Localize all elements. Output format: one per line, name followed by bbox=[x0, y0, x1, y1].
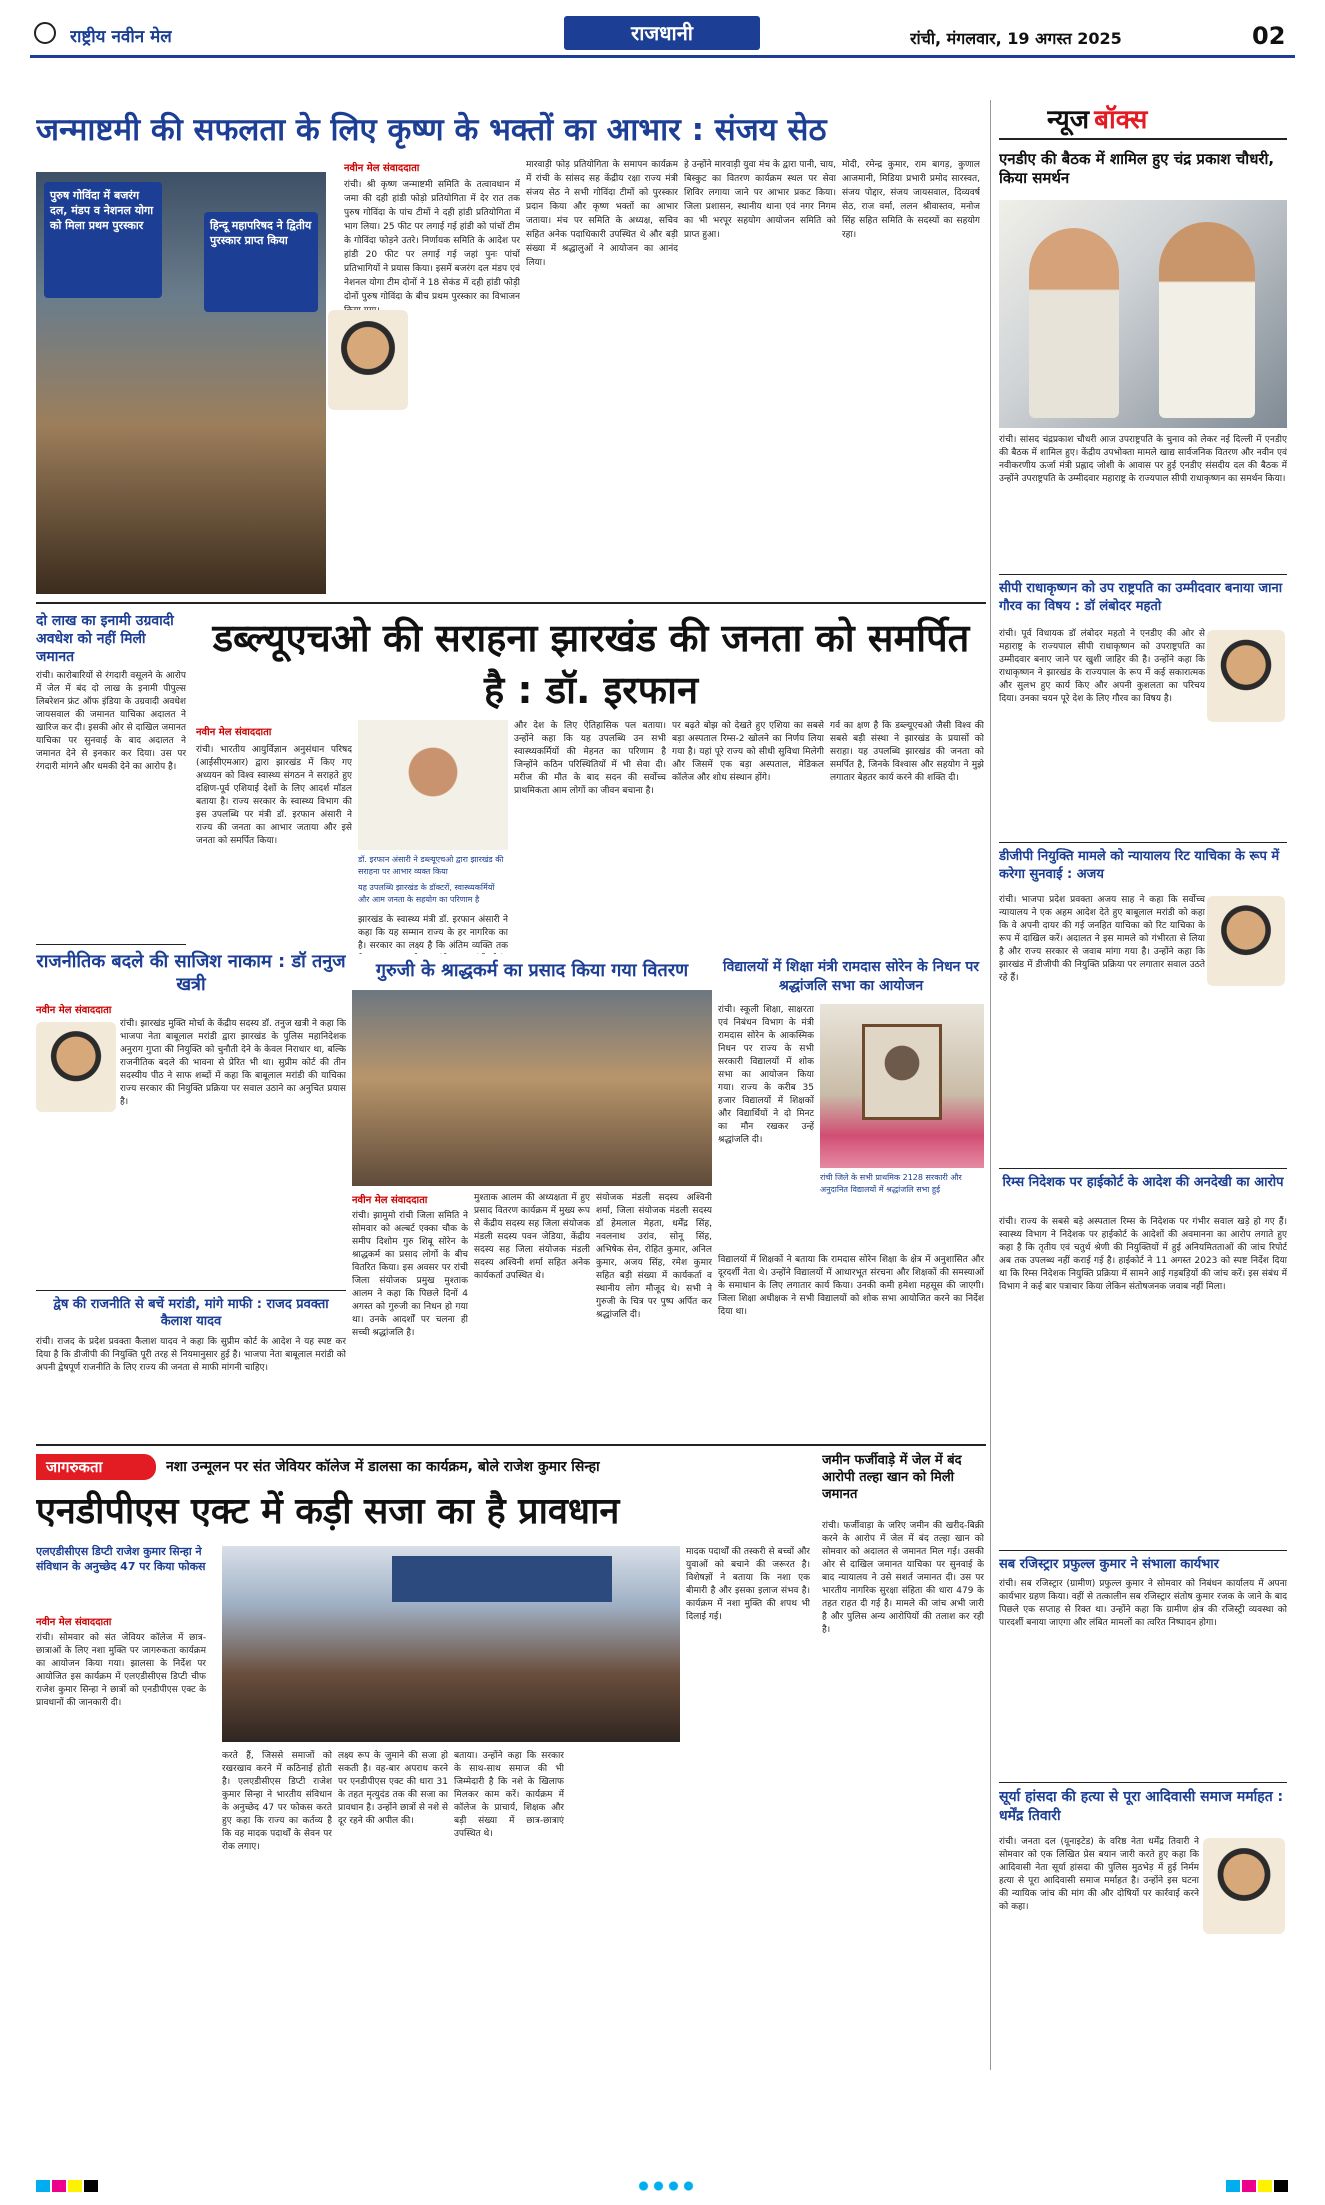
masthead-rule bbox=[30, 55, 1295, 58]
story5-headline: एनडीपीएस एक्ट में कड़ी सजा का है प्रावधान bbox=[36, 1491, 620, 1532]
story1-body-3: हे उन्होंने मारवाड़ी युवा मंच के द्वारा पानी, चाय, बिस्कुट का वितरण कार्यक्रम स्थल पर सेवा शिविर लगाया जाने पर आभार प्रकट किया। जिला प्रशासन, स्थानीय थाना एवं नगर निगम का भी भरपूर सहयोग आयोजन समिति को प्राप्त हुआ। bbox=[684, 160, 836, 240]
newsbox-item3-head: डीजीपी नियुक्ति मामले को न्यायालय रिट याचिका के रूप में करेगा सुनवाई : अजय bbox=[999, 849, 1280, 882]
story5-body-5: मादक पदार्थों की तस्करी से बच्चों और युवाओं को बचाने की जरूरत है। विशेषज्ञों ने बताया कि नशा एक बीमारी है और इसका इलाज संभव है। कार्यक्रम में नशा मुक्ति की शपथ भी दिलाई गई। bbox=[686, 1547, 810, 1622]
masthead bbox=[0, 0, 1325, 60]
story2-body-1: रांची। भारतीय आयुर्विज्ञान अनुसंधान परिषद (आईसीएमआर) द्वारा झारखंड में किए गए अध्ययन को विश्व स्वास्थ्य संगठन ने सराहते हुए दक्षिण-पूर्व एशियाई देशों के लिए आदर्श मॉडल बताया है। राज्य सरकार के स्वास्थ्य विभाग की इस उपलब्धि पर मंत्री डॉ. इरफान अंसारी ने राज्य की जनता का आभार जताया और इसे जनता को समर्पित किया। bbox=[196, 745, 352, 846]
story3-byline: नवीन मेल संवाददाता bbox=[352, 1195, 428, 1206]
tanuj-khatri-photo bbox=[36, 1022, 116, 1112]
leftcol-story3-body: रांची। राजद के प्रदेश प्रवक्ता कैलाश यादव ने कहा कि सुप्रीम कोर्ट के आदेश ने यह स्पष्ट कर दिया है कि डीजीपी की नियुक्ति पूरी तरह से नियमानुसार हुई है। भाजपा नेता बाबूलाल मरांडी को अपनी द्वेषपूर्ण राजनीति के लिए राज्य की जनता से माफी मांगनी चाहिए। bbox=[36, 1337, 346, 1373]
story2-caption-2: यह उपलब्धि झारखंड के डॉक्टरों, स्वास्थ्यकर्मियों और आम जनता के सहयोग का परिणाम है bbox=[358, 883, 495, 904]
newsbox-divider-3 bbox=[999, 1168, 1287, 1169]
leftcol-story2-byline: नवीन मेल संवाददाता bbox=[36, 1005, 112, 1016]
story1-byline: नवीन मेल संवाददाता bbox=[344, 163, 420, 174]
dharmendra-tiwari-photo bbox=[1203, 1838, 1285, 1934]
story1-photo bbox=[36, 172, 326, 594]
irfan-ansari-photo bbox=[358, 720, 508, 850]
issue-date: रांची, मंगलवार, 19 अगस्त 2025 bbox=[910, 29, 1122, 48]
page-number: 02 bbox=[1252, 22, 1286, 50]
newsbox-item3-body: रांची। भाजपा प्रदेश प्रवक्ता अजय साह ने कहा कि सर्वोच्च न्यायालय ने एक अहम आदेश देते हुए बाबूलाल मरांडी को कहा कि वे अपनी दायर की गई जनहित याचिका को रिट याचिका के रूप में दाखिल करें। अदालत ने इस मामले को गंभीरता से लिया है और राज्य सरकार से जवाब मांगा गया है। उन्होंने कहा कि झारखंड में डीजीपी की नियुक्ति प्रक्रिया पर लगातार सवाल उठते रहे हैं। bbox=[999, 895, 1205, 983]
color-registration-bar bbox=[36, 2180, 1290, 2192]
story3-body-2: मुश्ताक आलम की अध्यक्षता में हुए प्रसाद वितरण कार्यक्रम में मुख्य रूप से केंद्रीय सदस्य सह जिला संयोजक मंडली सदस्य पवन जेडिया, केंद्रीय सदस्य सह जिला संयोजक मंडली सदस्य अश्विनी शर्मा सहित अनेक कार्यकर्ता उपस्थित थे। bbox=[474, 1193, 590, 1281]
newsbox-item6-head: सूर्या हांसदा की हत्या से पूरा आदिवासी समाज मर्माहत : धर्मेंद्र तिवारी bbox=[999, 1789, 1284, 1824]
newsbox-item5-head: सब रजिस्ट्रार प्रफुल्ल कुमार ने संभाला कार्यभार bbox=[999, 1557, 1219, 1572]
ramdas-soren-tribute-photo bbox=[820, 1004, 984, 1168]
story4-body-2: विद्यालयों में शिक्षकों ने बताया कि रामदास सोरेन शिक्षा के क्षेत्र में अनुशासित और दूरदर्शी नेता थे। उन्होंने विद्यालयों में आधारभूत संरचना और शिक्षकों की समस्याओं के समाधान के लिए लगातार कार्य किया। उनकी कमी हमेशा महसूस की जाएगी। जिला शिक्षा अधीक्षक ने सभी विद्यालयों को शोक सभा आयोजित करने का निर्देश दिया था। bbox=[718, 1255, 984, 1317]
story5-body-4: बताया। उन्होंने कहा कि सरकार के साथ-साथ समाज की भी जिम्मेदारी है कि नशे के खिलाफ मिलकर काम करें। कार्यक्रम में कॉलेज के प्राचार्य, शिक्षक और बड़ी संख्या में छात्र-छात्राएं उपस्थित थे। bbox=[454, 1751, 564, 1839]
section-banner bbox=[564, 16, 760, 50]
story5-body-2: करते हैं, जिससे समाजों को रखरखाव करने में कठिनाई होती है। एलएडीसीएस डिप्टी राजेश कुमार सिन्हा ने भारतीय संविधान के अनुच्छेद 47 पर फोकस करते हुए कहा कि राज्य का कर्तव्य है कि वह मादक पदार्थों के सेवन पर रोक लगाए। bbox=[222, 1751, 332, 1852]
story1-callout-1: पुरुष गोविंदा में बजरंग दल, मंडप व नेशनल योगा को मिला प्रथम पुरस्कार bbox=[44, 182, 162, 298]
lambodar-mahto-photo bbox=[1207, 630, 1285, 722]
story2-body-4: पर बढ़ते बोझ को देखते हुए एशिया का सबसे बड़ा अस्पताल रिम्स-2 खोलने का निर्णय लिया गया है। यहां पूरे राज्य को सीधी सुविधा मिलेगी और जिसमें एक बड़ा अस्पताल, मेडिकल कॉलेज और शोध संस्थान होंगे। bbox=[672, 721, 824, 783]
section-title: राजधानी bbox=[631, 21, 693, 45]
story5-byline: नवीन मेल संवाददाता bbox=[36, 1617, 112, 1628]
story4-headline: विद्यालयों में शिक्षा मंत्री रामदास सोरेन के निधन पर श्रद्धांजलि सभा का आयोजन bbox=[722, 959, 980, 994]
story5-body-1: रांची। सोमवार को संत जेवियर कॉलेज में छात्र-छात्राओं के लिए नशा मुक्ति पर जागरुकता कार्यक्रम का आयोजन किया गया। झालसा के निर्देश पर आयोजित इस कार्यक्रम में एलएडीसीएस डिप्टी चीफ राजेश कुमार सिन्हा ने छात्रों को एनडीपीएस एक्ट के प्रावधानों की जानकारी दी। bbox=[36, 1633, 206, 1708]
story1-headline: जन्माष्टमी की सफलता के लिए कृष्ण के भक्तों का आभार : संजय सेठ bbox=[36, 112, 827, 148]
story4-caption: रांची जिले के सभी प्राथमिक 2128 सरकारी और अनुदानित विद्यालयों में श्रद्धांजलि सभा हुई bbox=[820, 1173, 962, 1194]
story5-kicker: नशा उन्मूलन पर संत जेवियर कॉलेज में डालसा का कार्यक्रम, बोले राजेश कुमार सिन्हा bbox=[166, 1459, 600, 1475]
leftcol-divider-2 bbox=[36, 1290, 346, 1291]
leftcol-divider-1 bbox=[36, 944, 186, 945]
color-chip-black bbox=[84, 2180, 98, 2192]
leftcol-story2-head: राजनीतिक बदले की साजिश नाकाम : डॉ तनुज खत्री bbox=[36, 951, 346, 995]
newsbox-item4-body: रांची। राज्य के सबसे बड़े अस्पताल रिम्स के निदेशक पर गंभीर सवाल खड़े हो गए हैं। स्वास्थ्य विभाग ने निदेशक पर हाईकोर्ट के आदेशों की अवमानना का आरोप लगाते हुए कहा है कि तृतीय एवं चतुर्थ श्रेणी की नियुक्तियों में हुई अनियमितताओं की जांच रिपोर्ट अब तक उपलब्ध नहीं कराई गई है। हाईकोर्ट ने 11 अगस्त 2023 को स्पष्ट निर्देश दिया था कि रिम्स निदेशक नियुक्ति प्रक्रिया में सामने आई गड़बड़ियों की जांच करें। इस संबंध में विभाग ने कई बार पत्राचार किया लेकिन संतोषजनक जवाब नहीं मिला। bbox=[999, 1217, 1287, 1292]
newsbox-divider-1 bbox=[999, 574, 1287, 575]
story4-body-1: रांची। स्कूली शिक्षा, साक्षरता एवं निबंधन विभाग के मंत्री रामदास सोरेन के आकस्मिक निधन पर राज्य के सभी सरकारी विद्यालयों में शोक सभा का आयोजन किया गया। राज्य के करीब 35 हजार विद्यालयों में शिक्षकों और विद्यार्थियों ने दो मिनट का मौन रखकर उन्हें श्रद्धांजलि दी। bbox=[718, 1005, 814, 1145]
color-chip-cyan-right bbox=[1226, 2180, 1240, 2192]
story2-body-5: गर्व का क्षण है कि डब्ल्यूएचओ जैसी विश्व की सबसे बड़ी संस्था ने झारखंड के प्रयासों को सराहा। यह उपलब्धि झारखंड की जनता को समर्पित है, जिनके विश्वास और सहयोग ने मुझे लगातार बेहतर कार्य करने की शक्ति दी। bbox=[830, 721, 984, 783]
mid-rule bbox=[36, 1444, 986, 1446]
leftcol-story2-body: रांची। झारखंड मुक्ति मोर्चा के केंद्रीय सदस्य डॉ. तनुज खत्री ने कहा कि भाजपा नेता बाबूलाल मरांडी द्वारा झारखंड के पुलिस महानिदेशक अनुराग गुप्ता की नियुक्ति को चुनौती देने के केवल निराधार था, बल्कि राजनीतिक बदले की भावना से प्रेरित भी था। सुप्रीम कोर्ट की तीन सदस्यीय पीठ ने साफ शब्दों में कहा कि बाबूलाल मरांडी की याचिका राज्य सरकार की नियुक्ति प्रक्रिया पर सवाल उठाने का अनुचित प्रयास है। bbox=[120, 1019, 346, 1107]
story2-body-2: झारखंड के स्वास्थ्य मंत्री डॉ. इरफान अंसारी ने कहा कि यह सम्मान राज्य के हर नागरिक का है। सरकार का लक्ष्य है कि अंतिम व्यक्ति तक bbox=[358, 915, 508, 951]
ndps-event-photo bbox=[222, 1546, 680, 1742]
newsbox bbox=[990, 100, 1290, 2070]
story2-byline: नवीन मेल संवाददाता bbox=[196, 727, 272, 738]
story5-tag: जागरुकता bbox=[36, 1454, 156, 1480]
story2-headline: डब्ल्यूएचओ की सराहना झारखंड की जनता को समर्पित है : डॉ. इरफान bbox=[212, 616, 970, 712]
newsbox-item2-body: रांची। पूर्व विधायक डॉ लंबोदर महतो ने एनडीए की ओर से महाराष्ट्र के राज्यपाल सीपी राधाकृष्णन को उपराष्ट्रपति का उम्मीदवार बनाए जाने पर खुशी जाहिर की है। उन्होंने कहा कि राधाकृष्णन ने झारखंड के राज्यपाल के रूप में कई सकारात्मक और सुलभ हुए कार्य किए और अपनी कुशलता का परिचय दिया। उनका चयन पूरे देश के लिए गौरव का विषय है। bbox=[999, 629, 1205, 704]
story2-body-3: और देश के लिए ऐतिहासिक पल बताया। उन्होंने कहा कि यह उपलब्धि उन सभी स्वास्थ्यकर्मियों की मेहनत का परिणाम है जिन्होंने कठिन परिस्थितियों में भी सेवा दी। मरीज की मौत के बाद सदन की सर्वोच्च प्राथमिकता आम लोगों का जीवन बचाना है। bbox=[514, 721, 666, 796]
story1-body-4: मोदी, रमेन्द्र कुमार, राम बागड़, कुणाल आजमानी, मिडिया प्रभारी प्रमोद सारस्वत, संजय पोद्दार, संजय जायसवाल, दिव्यवर्ष सेठ, राज वर्मा, ललन श्रीवास्तव, मनोज सिंह सहित समिति के सदस्यों का सहयोग रहा। bbox=[842, 160, 980, 240]
story5-body-3: लक्ष्य रूप के जुमाने की सजा हो सकती है। वह-बार अपराध करने पर एनडीपीएस एक्ट की धारा 31 के तहत मृत्युदंड तक की सजा का प्रावधान है। उन्होंने छात्रों से नशे से दूर रहने की अपील की। bbox=[338, 1751, 448, 1826]
color-chip-yellow bbox=[68, 2180, 82, 2192]
portrait-frame bbox=[862, 1024, 942, 1120]
story1-callout-2: हिन्दू महापरिषद ने द्वितीय पुरस्कार प्राप्त किया bbox=[204, 212, 318, 312]
story1-bottom-rule bbox=[36, 602, 986, 604]
newsbox-title-black: न्यूज bbox=[1047, 105, 1090, 135]
ajay-sah-photo bbox=[1207, 896, 1285, 986]
story6-headline: जमीन फर्जीवाड़े में जेल में बंद आरोपी तल्हा खान को मिली जमानत bbox=[822, 1453, 962, 1502]
story3-body-3: संयोजक मंडली सदस्य अश्विनी शर्मा, जिला संयोजक मंडली सदस्य डॉ हेमलाल मेहता, धर्मेंद्र सिंह, नवलनाथ उरांव, सोनू सिंह, अभिषेक सेन, रोहित कुमार, अनिल कुमार, अजय सिंह, रमेश कुमार सहित बड़ी संख्या में कार्यकर्ता व स्थानीय लोग मौजूद थे। सभी ने गुरुजी के चित्र पर पुष्प अर्पित कर श्रद्धांजलि दी। bbox=[596, 1193, 712, 1320]
color-chip-black-right bbox=[1274, 2180, 1288, 2192]
newsbox-divider-2 bbox=[999, 842, 1287, 843]
story3-headline: गुरुजी के श्राद्धकर्म का प्रसाद किया गया वितरण bbox=[375, 960, 689, 981]
person-right-photo bbox=[1159, 222, 1255, 418]
leftcol-story3-head: द्वेष की राजनीति से बचें मरांडी, मांगे माफी : राजद प्रवक्ता कैलाश यादव bbox=[53, 1297, 329, 1329]
stage-banner bbox=[392, 1556, 612, 1602]
newsbox-rule bbox=[999, 138, 1287, 140]
sanjay-seth-photo bbox=[328, 310, 408, 410]
newsbox-item5-body: रांची। सब रजिस्ट्रार (ग्रामीण) प्रफुल्ल कुमार ने सोमवार को निबंधन कार्यालय में अपना कार्यभार ग्रहण किया। वहीं से तत्कालीन सब रजिस्ट्रार संतोष कुमार रजक के जाने के बाद पिछले एक सप्ताह से रिक्त था। उन्होंने कहा कि ग्रामीण क्षेत्र की रजिस्ट्री व्यवस्था को पारदर्शी बनाया जाएगा और लंबित मामलों का त्वरित निष्पादन होगा। bbox=[999, 1579, 1287, 1628]
newsbox-item4-head: रिम्स निदेशक पर हाईकोर्ट के आदेश की अनदेखी का आरोप bbox=[1002, 1175, 1284, 1190]
registration-marks bbox=[34, 22, 56, 44]
newsbox-item1-caption: रांची। सांसद चंद्रप्रकाश चौधरी आज उपराष्ट्रपति के चुनाव को लेकर नई दिल्ली में एनडीए की बैठक में शामिल हुए। केंद्रीय उपभोक्ता मामले खाद्य सार्वजनिक वितरण और नवीन एवं नवीकरणीय ऊर्जा मंत्री प्रह्लाद जोशी के आवास पर हुई एनडीए संसदीय दल की बैठक में उन्होंने उपराष्ट्रपति के उम्मीदवार महाराष्ट्र के राज्यपाल सीपी राधाकृष्णन का समर्थन किया। bbox=[999, 435, 1287, 484]
leftcol-story1-body: रांची। कारोबारियों से रंगदारी वसूलने के आरोप में जेल में बंद दो लाख के इनामी पीपुल्स लिबरेशन फ्रंट ऑफ इंडिया के उग्रवादी अवधेश जायसवाल की जमानत याचिका अदालत ने खारिज कर दी। इसकी ओर से दाखिल जमानत याचिका पर सुनवाई के बाद अदालत ने जमानत देने से इनकार कर दिया। उस पर रंगदारी मांगने और धमकी देने का आरोप है। bbox=[36, 671, 186, 772]
newsbox-item1-photo bbox=[999, 200, 1287, 428]
color-chip-magenta bbox=[52, 2180, 66, 2192]
newsbox-item6-body: रांची। जनता दल (यूनाइटेड) के वरिष्ठ नेता धर्मेंद्र तिवारी ने सोमवार को एक लिखित प्रेस बयान जारी करते हुए कहा कि आदिवासी नेता सूर्या हांसदा की पुलिस मुठभेड़ में हुई निर्मम हत्या से पूरा आदिवासी समाज मर्माहत है। उन्होंने इस घटना की न्यायिक जांच की मांग की और दोषियों पर कार्रवाई करने को कहा। bbox=[999, 1837, 1199, 1912]
story1-body-2: मारवाड़ी फोड़ प्रतियोगिता के समापन कार्यक्रम में रांची के सांसद सह केंद्रीय रक्षा राज्य मंत्री संजय सेठ ने सभी गोविंदा टीमों को पुरस्कार प्रदान किया और कृष्ण भक्तों का आभार जताया। मंच पर समिति के अध्यक्ष, सचिव सहित अनेक पदाधिकारी उपस्थित थे और बड़ी संख्या में श्रद्धालुओं ने आयोजन का आनंद लिया। bbox=[526, 160, 678, 268]
story5-bullet: एलएडीसीएस डिप्टी राजेश कुमार सिन्हा ने संविधान के अनुच्छेद 47 पर किया फोकस bbox=[36, 1545, 206, 1573]
newsbox-item2-head: सीपी राधाकृष्णन को उप राष्ट्रपति का उम्मीदवार बनाया जाना गौरव का विषय : डॉ लंबोदर महतो bbox=[999, 581, 1283, 614]
newsbox-title-red: बॉक्स bbox=[1094, 105, 1148, 135]
newsbox-divider-5 bbox=[999, 1782, 1287, 1783]
newsbox-divider-4 bbox=[999, 1550, 1287, 1551]
leftcol-story1-head: दो लाख का इनामी उग्रवादी अवधेश को नहीं मिली जमानत bbox=[36, 613, 174, 665]
color-chip-cyan bbox=[36, 2180, 50, 2192]
paper-name: राष्ट्रीय नवीन मेल bbox=[70, 27, 172, 47]
person-left-photo bbox=[1029, 228, 1119, 418]
story1-body-1: रांची। श्री कृष्ण जन्माष्टमी समिति के तत्वावधान में जमा की दही हांडी फोड़ो प्रतियोगिता में देर रात तक पुरुष गोविंदा के पांच टीमों ने दही हांडी प्रतियोगिता में भाग लिया। 25 फीट पर लगाई गई हांडी को पांचों टीम के गोविंदा फोड़ने उतरे। निर्णायक समिति के आदेश पर हांडी 20 फीट पर लगाई गई जहां पुनः पांचों प्रतिभागियों ने प्रयास किया। इसमें बजरंग दल मंडप एवं नेशनल योगा टीम दोनों ने 18 सेकंड में दही हांडी फोड़ी दोनों पुरुष गोविंदा के बीच प्रथम पुरस्कार का विभाजन bbox=[344, 180, 520, 302]
newsbox-title bbox=[1047, 100, 1247, 140]
color-chip-yellow-right bbox=[1258, 2180, 1272, 2192]
color-chip-magenta-right bbox=[1242, 2180, 1256, 2192]
story6-body: रांची। फर्जीवाड़ा के जरिए जमीन की खरीद-बिक्री करने के आरोप में जेल में बंद तल्हा खान को सोमवार को अदालत से जमानत मिल गई। उसकी ओर से दाखिल जमानत याचिका पर सुनवाई के बाद न्यायालय ने उसे सशर्त जमानत दी। उस पर भारतीय नागरिक सुरक्षा संहिता की धारा 479 के तहत राहत दी गई है। मामले की जांच अभी जारी है और पुलिस अन्य आरोपियों की तलाश कर रही है। bbox=[822, 1521, 984, 1635]
story3-photo bbox=[352, 990, 712, 1186]
registration-dots-center bbox=[636, 2180, 696, 2192]
story2-caption-1: डॉ. इरफान अंसारी ने डब्ल्यूएचओ द्वारा झारखंड की सराहना पर आभार व्यक्त किया bbox=[358, 855, 504, 876]
story3-body-1: रांची। झामुमो रांची जिला समिति ने सोमवार को अल्बर्ट एक्का चौक के समीप दिशोम गुरु शिबू सोरेन के श्राद्धकर्म का प्रसाद लोगों के बीच वितरित किया। इस अवसर पर रांची जिला संयोजक प्रमुख मुश्ताक आलम ने कहा कि पिछले दिनों 4 अगस्त को गुरुजी का निधन हो गया था। उनके आदर्शों पर चलना ही सच्ची श्रद्धांजलि है। bbox=[352, 1211, 468, 1338]
newsbox-item1-head: एनडीए की बैठक में शामिल हुए चंद्र प्रकाश चौधरी, किया समर्थन bbox=[999, 150, 1275, 187]
